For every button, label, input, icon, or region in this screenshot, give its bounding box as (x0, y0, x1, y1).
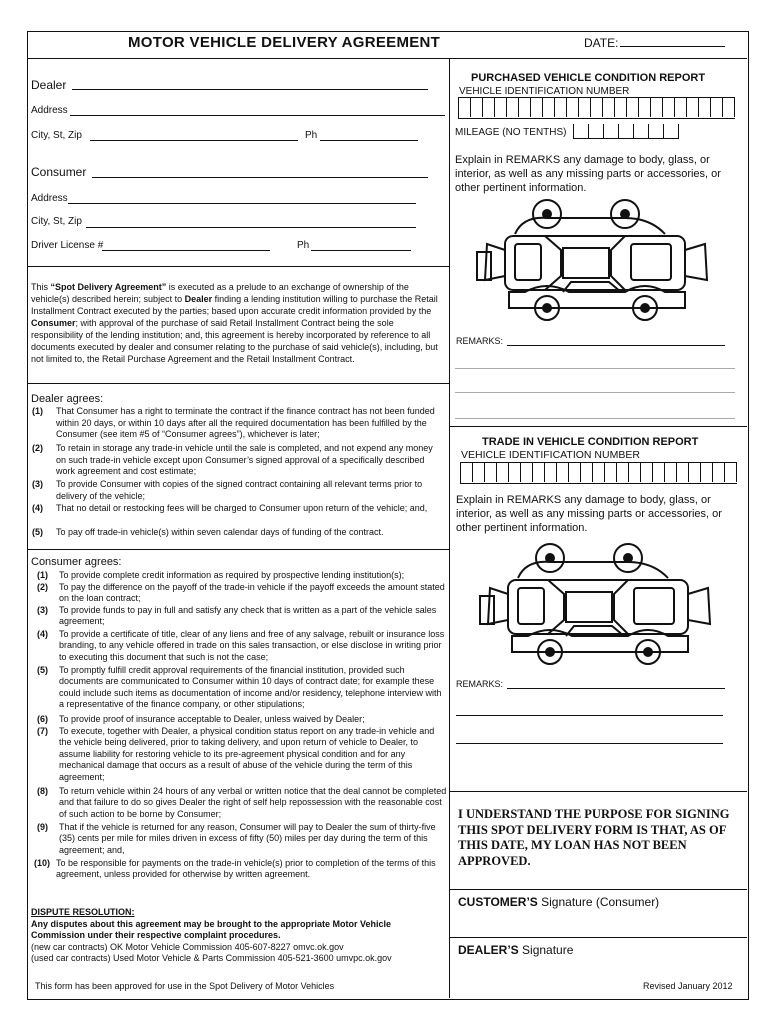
consumer-agrees-heading: Consumer agrees: (31, 556, 122, 568)
intro-dealer: Dealer (184, 294, 213, 304)
item-text: To retain in storage any trade-in vehicle until the sale is completed, and not expend any money on such trade-in vehicle except upon Consumer’s signed approval of a specifically described work agreement and cost estimate; (56, 443, 433, 476)
dealer-signature-field[interactable] (450, 958, 746, 996)
tradein-rule (449, 426, 747, 427)
item-number: (1) (32, 406, 43, 416)
dealer-agrees-item (32, 479, 442, 502)
purchased-remarks-line3[interactable] (455, 392, 735, 393)
tradein-remarks-field[interactable] (507, 688, 725, 689)
consumer-agrees-item (37, 605, 447, 628)
tradein-explain: Explain in REMARKS any damage to body, glass, or interior, as well as any missing parts or accessories, or other pertinent information. (456, 494, 722, 534)
item-number: (5) (32, 527, 43, 537)
customer-signature-label (458, 895, 659, 909)
item-number: (3) (37, 605, 48, 615)
dealer-signature-rule (449, 937, 747, 938)
item-text: To execute, together with Dealer, a physical condition status report on any trade-in vehicle and the vehicle being delivered, prior to taking delivery, and upon return of vehicle to Dealer, to assume liability for restoring vehicle to its pre-agreement physical condition and for any mechanical damage that occurs as a result of abuse of the vehicle during the term of this agreement; (59, 726, 435, 782)
page-title: MOTOR VEHICLE DELIVERY AGREEMENT (128, 34, 441, 51)
item-number: (4) (37, 629, 48, 639)
consumer-agrees-item (37, 714, 447, 725)
intro-paragraph (31, 281, 445, 365)
intro-text-1: This (31, 282, 51, 292)
item-text: To pay the difference on the payoff of the trade-in vehicle if the payoff exceeds the amount stated on the loan contract; (59, 582, 445, 604)
item-number: (3) (32, 479, 43, 489)
tradein-vin-label: VEHICLE IDENTIFICATION NUMBER (461, 449, 640, 461)
item-text: That no detail or restocking fees will be charged to Consumer upon return of the vehicle; and, (56, 503, 428, 513)
tradein-vin-field[interactable] (460, 462, 737, 484)
signature-rule (449, 889, 747, 890)
footer-right: Revised January 2012 (643, 981, 733, 991)
consumer-license-field[interactable] (102, 250, 270, 251)
dealer-agrees-item (32, 443, 442, 478)
tradein-remarks-label: REMARKS: (456, 679, 504, 689)
intro-text-2: is executed as a prelude to an exchange of ownership of the vehicle(s) described herein; subject to (31, 282, 409, 304)
consumer-agrees-item (37, 786, 447, 820)
purchased-explain: Explain in REMARKS any damage to body, glass, or interior, as well as any missing parts or accessories, or other pertinent information. (455, 154, 721, 194)
item-text: To promptly fulfill credit approval requirements of the financial institution, provided such documents are communicated to Consumer within 10 days of contract date; for example these could include such items as documentation of income and/or residency, telephone interview with a representative of the finance company, or other stipulations; (59, 665, 442, 710)
dispute-line1: Any disputes about this agreement may be brought to the appropriate Motor Vehicle Commission under their respective complaint procedures. (31, 918, 392, 940)
dealer-phone-label: Ph (305, 130, 318, 141)
item-text: That if the vehicle is returned for any reason, Consumer will pay to Dealer the sum of thirty-five (35) cents per mile for miles driven in excess of fifty (50) miles per day during the term of this agreement; and, (59, 822, 436, 855)
dealer-address-label: Address (31, 105, 68, 116)
consumer-address-label: Address (31, 193, 68, 204)
intro-text-3: finding a lending institution willing to purchase the Retail Installment Contract executed by the parties; based upon accurate credit information provided by the (31, 294, 438, 316)
item-number: (1) (37, 570, 48, 580)
item-text: That Consumer has a right to terminate the contract if the finance contract has not been funded within 20 days, or within 10 days after all the required documentation has been fulfilled by the Consumer (see item #5 of “Consumer agrees”), whichever is later; (56, 406, 435, 439)
tradein-remarks-line2[interactable] (456, 715, 723, 716)
purchased-remarks-field[interactable] (507, 345, 725, 346)
date-label: DATE: (584, 36, 619, 50)
dealer-address-field[interactable] (70, 115, 445, 116)
title-rule (27, 58, 747, 59)
item-number: (2) (32, 443, 43, 453)
mileage-label: MILEAGE (NO TENTHS) (455, 127, 567, 138)
column-divider (449, 59, 450, 998)
consumer-license-label: Driver License # (31, 240, 104, 251)
item-number: (9) (37, 822, 48, 832)
dealer-city-label: City, St, Zip (31, 130, 82, 141)
item-number: (7) (37, 726, 48, 736)
customer-signature-rest: Signature (Consumer) (537, 895, 660, 909)
dealer-city-field[interactable] (90, 140, 298, 141)
purchased-remarks-line2[interactable] (455, 368, 735, 369)
understand-rule (449, 791, 747, 792)
consumer-city-field[interactable] (86, 227, 416, 228)
consumer-agrees-item (37, 570, 447, 581)
dispute-line2: (new car contracts) OK Motor Vehicle Commission 405-607-8227 omvc.ok.gov (31, 941, 344, 952)
intro-text-4: ; with approval of the purchase of said Retail Installment Contract being the sole responsibility of the lending institution; and, this agreement is hereby incorporated by reference to all documents executed by dealer and consumer relating to the purchase of said vehicle(s), including, but not limited to, the Retail Purchase Agreement and the Retail Installment Contract. (31, 318, 438, 364)
consumer-agrees-item (37, 726, 447, 783)
item-text: To provide Consumer with copies of the signed contract containing all relevant terms prior to delivery of the vehicle; (56, 479, 423, 501)
consumer-agrees-item (37, 582, 447, 605)
dealer-name-field[interactable] (72, 89, 428, 90)
intro-spot: “Spot Delivery Agreement” (50, 282, 167, 292)
consumer-phone-field[interactable] (311, 250, 411, 251)
consumer-phone-label: Ph (297, 240, 310, 251)
dealer-phone-field[interactable] (320, 140, 418, 141)
item-text: To be responsible for payments on the trade-in vehicle(s) prior to completion of the terms of this agreement, unless provided for otherwise by written agreement. (56, 858, 436, 880)
customer-signature-bold: CUSTOMER’S (458, 895, 538, 909)
item-text: To provide proof of insurance acceptable to Dealer, unless waived by Dealer; (59, 714, 365, 724)
date-field[interactable] (620, 46, 725, 47)
dispute-section (31, 907, 445, 965)
dealer-label: Dealer (31, 78, 67, 92)
dealer-signature-label (458, 943, 573, 957)
item-number: (10) (34, 858, 51, 868)
dealer-agrees-heading: Dealer agrees: (31, 393, 104, 405)
item-text: To provide complete credit information as required by prospective lending institution(s); (59, 570, 405, 580)
dealer-agrees-item (32, 503, 442, 515)
consumer-agrees-item (37, 665, 447, 711)
item-text: To return vehicle within 24 hours of any verbal or written notice that the deal cannot be completed and that failure to do so gives Dealer the right of self help repossession with the reasonable cost of such action to be borne by Consumer; (59, 786, 447, 819)
item-number: (2) (37, 582, 48, 592)
item-text: To provide funds to pay in full and satisfy any check that is written as a part of the vehicle sales agreement; (59, 605, 437, 627)
item-number: (4) (32, 503, 43, 513)
customer-signature-field[interactable] (450, 912, 746, 936)
purchased-remarks-line4[interactable] (455, 418, 735, 419)
tradein-car-diagram (478, 540, 718, 670)
understand-statement: I UNDERSTAND THE PURPOSE FOR SIGNING THIS SPOT DELIVERY FORM IS THAT, AS OF THIS DATE, MY LOAN HAS NOT BEEN APPROVED. (458, 807, 730, 868)
item-number: (8) (37, 786, 48, 796)
consumer-city-label: City, St, Zip (31, 216, 82, 227)
dispute-heading: DISPUTE RESOLUTION: (31, 907, 135, 917)
purchased-remarks-label: REMARKS: (456, 336, 504, 346)
consumer-agrees-item (37, 822, 447, 856)
consumer-address-field[interactable] (68, 203, 416, 204)
purchased-car-diagram (475, 196, 715, 326)
purchased-vin-field[interactable] (458, 97, 735, 119)
intro-consumer: Consumer (31, 318, 76, 328)
dispute-line3: (used car contracts) Used Motor Vehicle & Parts Commission 405-521-3600 umvpc.ok.gov (31, 953, 392, 963)
intro-rule (27, 266, 449, 267)
dealer-agrees-item (32, 527, 442, 539)
item-number: (6) (37, 714, 48, 724)
item-number: (5) (37, 665, 48, 675)
item-text: To provide a certificate of title, clear of any liens and free of any salvage, rebuilt or insurance loss branding, to any vehicle offered in trade on this sales transaction, or else disclose in writing prior to executing this document that such is not the case; (59, 629, 445, 662)
tradein-heading: TRADE IN VEHICLE CONDITION REPORT (482, 436, 699, 448)
consumer-agrees-rule (27, 549, 449, 550)
purchased-vin-label: VEHICLE IDENTIFICATION NUMBER (459, 86, 630, 97)
purchased-heading: PURCHASED VEHICLE CONDITION REPORT (471, 72, 706, 84)
dealer-signature-rest: Signature (518, 943, 574, 957)
consumer-label: Consumer (31, 165, 87, 179)
dealer-signature-bold: DEALER’S (458, 943, 519, 957)
dealer-agrees-item (32, 406, 442, 441)
dealer-agrees-rule (27, 383, 449, 384)
item-text: To pay off trade-in vehicle(s) within seven calendar days of funding of the contract. (56, 527, 384, 537)
consumer-name-field[interactable] (92, 177, 428, 178)
mileage-field[interactable] (573, 124, 679, 138)
consumer-agrees-item (37, 629, 447, 663)
footer-left: This form has been approved for use in the Spot Delivery of Motor Vehicles (35, 981, 335, 991)
consumer-agrees-item (34, 858, 444, 881)
tradein-remarks-line3[interactable] (456, 743, 723, 744)
